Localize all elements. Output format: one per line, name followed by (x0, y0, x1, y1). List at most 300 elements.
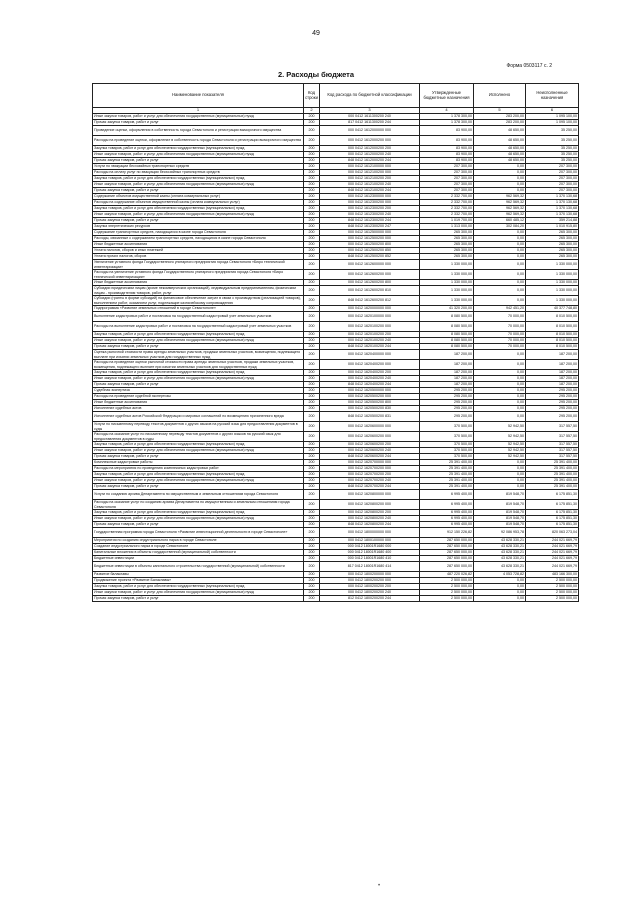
row-executed: 0,00 (474, 596, 526, 602)
row-unexecuted: 359 214,88 (526, 218, 579, 224)
row-name: Субсидии юридическим лицам (кроме некоммерческих организаций), индивидуальным предпринимателям, физическим лицам - производителям товаров, работ, услуг (93, 286, 304, 296)
row-unexecuted: 1 330 000,00 (526, 296, 579, 306)
row-code: 200 (304, 382, 320, 388)
row-approved: 295 200,00 (420, 400, 474, 406)
row-approved: 25 391 400,00 (420, 484, 474, 490)
row-name: Прочая закупка товаров, работ и услуг (93, 454, 304, 460)
row-name: Иные бюджетные ассигнования (93, 280, 304, 286)
row-classification: 000 0412 1612600200 800 (320, 280, 420, 286)
row-code: 200 (304, 176, 320, 182)
row-approved: 25 391 400,00 (420, 466, 474, 472)
row-approved: 187 200,00 (420, 382, 474, 388)
row-unexecuted: 244 021 669,79 (526, 538, 579, 544)
row-approved: 370 500,00 (420, 442, 474, 448)
table-row (93, 500, 579, 510)
row-name: Иные закупки товаров, работ и услуг для обеспечения государственных (муниципальных) нужд (93, 590, 304, 596)
row-classification: 848 0412 1620700200 244 (320, 484, 420, 490)
table-row (93, 596, 579, 602)
row-approved: 287 650 000,00 (420, 550, 474, 556)
row-code: 200 (304, 584, 320, 590)
row-name: Исполнение судебных актов Российской Федерации и мировых соглашений по возмещению причиненного вреда (93, 412, 304, 422)
row-name: Закупка товаров, работ и услуг для обеспечения государственных (муниципальных) нужд (93, 510, 304, 516)
row-unexecuted: 6 175 851,30 (526, 500, 579, 510)
row-executed: 70 000,00 (474, 332, 526, 338)
row-approved: 207 300,00 (420, 182, 474, 188)
row-unexecuted: 265 300,00 (526, 242, 579, 248)
row-unexecuted: 295 200,00 (526, 394, 579, 400)
row-code: 200 (304, 200, 320, 206)
row-name: Расходы на увеличение уставного фонда Государственного унитарного предприятия города Севастополя «Бюро технической инвентаризации» (93, 270, 304, 280)
row-name: Закупка товаров, работ и услуг для обеспечения государственных (муниципальных) нужд (93, 370, 304, 376)
row-code: 200 (304, 230, 320, 236)
row-code: 200 (304, 114, 320, 120)
row-executed: 52 942,50 (474, 448, 526, 454)
table-row (93, 270, 579, 280)
row-classification: 000 0412 1620700000 000 (320, 460, 420, 466)
row-classification: 000 0412 1612100200 000 (320, 170, 420, 176)
row-unexecuted: 25 391 400,00 (526, 478, 579, 484)
row-executed: 70 000,00 (474, 338, 526, 344)
row-classification: 000 0412 1612600200 000 (320, 270, 420, 280)
row-executed: 48 650,00 (474, 152, 526, 158)
row-name: Иные закупки товаров, работ и услуг для обеспечения государственных (муниципальных) нужд (93, 376, 304, 382)
row-classification: 848 0412 1620100200 244 (320, 344, 420, 350)
row-code: 200 (304, 578, 320, 584)
row-unexecuted: 6 175 851,30 (526, 490, 579, 500)
row-executed: 0,00 (474, 242, 526, 248)
row-approved: 83 900,00 (420, 158, 474, 164)
row-approved: 6 995 400,00 (420, 490, 474, 500)
row-classification: 000 0412 1612100000 000 (320, 164, 420, 170)
row-classification: 000 0412 1612500200 850 (320, 248, 420, 254)
row-approved: 83 900,00 (420, 152, 474, 158)
row-name: Иные закупки товаров, работ и услуг для обеспечения государственных (муниципальных) нужд (93, 516, 304, 522)
row-unexecuted: 8 010 500,00 (526, 338, 579, 344)
row-name: Создание индустриального парка в городе Севастополе (93, 544, 304, 550)
row-classification: 000 0412 1612600200 810 (320, 286, 420, 296)
table-row (93, 490, 579, 500)
row-code: 200 (304, 472, 320, 478)
col-index: 2 (304, 108, 320, 114)
row-name: Расходы на проведение судебной экспертизы (93, 394, 304, 400)
table-row (93, 296, 579, 306)
row-unexecuted: 207 300,00 (526, 182, 579, 188)
row-executed: 52 942,50 (474, 442, 526, 448)
row-code: 200 (304, 590, 320, 596)
row-classification: 000 0412 1800200200 200 (320, 584, 420, 590)
row-executed: 0,00 (474, 394, 526, 400)
row-code: 200 (304, 270, 320, 280)
row-unexecuted: 8 010 500,00 (526, 332, 579, 338)
row-code: 200 (304, 572, 320, 578)
header-row (93, 84, 579, 108)
row-unexecuted: 1 330 000,00 (526, 286, 579, 296)
row-name: Иные бюджетные ассигнования (93, 400, 304, 406)
row-classification: 000 0412 1620700200 000 (320, 466, 420, 472)
row-executed: 0,00 (474, 388, 526, 394)
row-approved: 287 650 000,00 (420, 562, 474, 572)
row-approved: 2 500 000,00 (420, 590, 474, 596)
row-executed: 0,00 (474, 472, 526, 478)
row-name: Закупка энергетических ресурсов (93, 224, 304, 230)
row-unexecuted: 317 557,50 (526, 422, 579, 432)
row-code: 200 (304, 212, 320, 218)
row-unexecuted: 1 370 130,68 (526, 194, 579, 200)
row-unexecuted: 187 200,00 (526, 360, 579, 370)
row-code: 200 (304, 460, 320, 466)
row-name: Прочая закупка товаров, работ и услуг (93, 344, 304, 350)
row-classification: 000 0412 18001R1680 000 (320, 544, 420, 550)
row-approved: 2 332 700,00 (420, 206, 474, 212)
row-unexecuted: 35 250,00 (526, 146, 579, 152)
row-classification: 000 0412 1620500200 000 (320, 394, 420, 400)
row-name: Закупка товаров, работ и услуг для обеспечения государственных (муниципальных) нужд (93, 442, 304, 448)
row-executed: 819 548,70 (474, 500, 526, 510)
row-name: Мероприятия по созданию индустриального парка в городе Севастополе (93, 538, 304, 544)
row-name: Расходы на оплату услуг по эвакуации бесхозяйных транспортных средств (93, 170, 304, 176)
row-name: Расходы на проведение оценки, оформление в собственность города Севастополя и регистрации выморочного имущества (93, 136, 304, 146)
table-row (93, 360, 579, 370)
table-row (93, 286, 579, 296)
row-name: Закупка товаров, работ и услуг для обеспечения государственных (муниципальных) нужд (93, 584, 304, 590)
row-name: Закупка товаров, работ и услуг для обеспечения государственных (муниципальных) нужд (93, 176, 304, 182)
row-classification: 000 0412 1612100200 200 (320, 176, 420, 182)
row-classification: 000 0412 1620700200 240 (320, 478, 420, 484)
row-code: 200 (304, 126, 320, 136)
row-unexecuted: 295 200,00 (526, 388, 579, 394)
row-unexecuted: 25 391 400,00 (526, 466, 579, 472)
row-classification: 000 0412 1620600200 200 (320, 442, 420, 448)
table-row (93, 422, 579, 432)
row-approved: 25 391 400,00 (420, 478, 474, 484)
col-index: 5 (474, 108, 526, 114)
row-classification: 848 0412 1612300200 247 (320, 224, 420, 230)
row-classification: 000 0412 1612300200 000 (320, 200, 420, 206)
row-name: Исполнение судебных актов (93, 406, 304, 412)
row-unexecuted: 2 500 000,00 (526, 578, 579, 584)
row-name: Бюджетные инвестиции (93, 556, 304, 562)
col-header-code: Код строки (304, 84, 320, 108)
row-executed: 48 650,00 (474, 136, 526, 146)
row-unexecuted: 40 377 748,80 (526, 306, 579, 312)
row-classification: 000 0412 1612500200 800 (320, 242, 420, 248)
row-executed: 0,00 (474, 270, 526, 280)
row-executed: 0,00 (474, 254, 526, 260)
row-unexecuted: 1 370 130,68 (526, 206, 579, 212)
row-approved: 83 900,00 (420, 136, 474, 146)
row-unexecuted: 25 391 400,00 (526, 472, 579, 478)
row-code: 200 (304, 544, 320, 550)
row-approved: 1 019 700,00 (420, 218, 474, 224)
row-approved: 370 500,00 (420, 448, 474, 454)
row-executed: 0,00 (474, 376, 526, 382)
row-approved: 1 330 000,00 (420, 260, 474, 270)
table-row (93, 126, 579, 136)
form-code: Форма 0503117 с. 2 (506, 63, 552, 69)
row-name: Расходы на содержание объектов имущественной казны (оплата коммунальных услуг) (93, 200, 304, 206)
row-code: 200 (304, 448, 320, 454)
row-approved: 41 320 200,00 (420, 306, 474, 312)
row-executed: 819 548,70 (474, 490, 526, 500)
row-executed: 0,00 (474, 478, 526, 484)
row-approved: 207 300,00 (420, 170, 474, 176)
row-code: 200 (304, 332, 320, 338)
row-name: Иные закупки товаров, работ и услуг для обеспечения государственных (муниципальных) нужд (93, 114, 304, 120)
row-name: Расходы на выполнение кадастровых работ и постановка на государственный кадастровый учет земельных участков (93, 322, 304, 332)
row-unexecuted: 35 250,00 (526, 126, 579, 136)
row-unexecuted: 187 200,00 (526, 370, 579, 376)
row-name: Услуги по письменному переводу текстов документов с других языков на русский язык для предоставления документов в суды (93, 422, 304, 432)
row-name: Подпрограмма «Развитие земельных отношений в городе Севастополе» (93, 306, 304, 312)
row-approved: 2 332 700,00 (420, 200, 474, 206)
row-approved: 6 995 400,00 (420, 516, 474, 522)
row-unexecuted: 265 300,00 (526, 254, 579, 260)
row-name: Прочая закупка товаров, работ и услуг (93, 484, 304, 490)
row-unexecuted: 35 250,00 (526, 152, 579, 158)
row-executed: 0,00 (474, 280, 526, 286)
row-code: 200 (304, 248, 320, 254)
row-classification: 000 0412 1620100000 000 (320, 312, 420, 322)
row-unexecuted: 295 200,00 (526, 400, 579, 406)
row-approved: 1 378 300,00 (420, 120, 474, 126)
row-name: Уплата налогов, сборов и иных платежей (93, 248, 304, 254)
row-approved: 8 080 500,00 (420, 344, 474, 350)
row-name: Капитальные вложения в объекты государственной (муниципальной) собственности (93, 550, 304, 556)
row-code: 200 (304, 500, 320, 510)
row-name: Иные закупки товаров, работ и услуг для обеспечения государственных (муниципальных) нужд (93, 152, 304, 158)
row-classification: 848 0412 1620500200 831 (320, 412, 420, 422)
row-name: Содержание транспортных средств, находящихся в казне города Севастополя (93, 230, 304, 236)
row-approved: 8 080 500,00 (420, 338, 474, 344)
row-code: 200 (304, 286, 320, 296)
row-unexecuted: 2 500 000,00 (526, 584, 579, 590)
row-code: 200 (304, 344, 320, 350)
row-executed: 0,00 (474, 400, 526, 406)
row-executed: 819 548,70 (474, 516, 526, 522)
row-unexecuted: 265 300,00 (526, 230, 579, 236)
row-approved: 265 300,00 (420, 236, 474, 242)
row-approved: 265 300,00 (420, 254, 474, 260)
row-name: Расходы на оказание услуг по созданию архива Департамента по имущественным и земельным отношениям города Севастополя (93, 500, 304, 510)
row-classification: 000 0412 1612000200 200 (320, 146, 420, 152)
row-approved: 265 300,00 (420, 242, 474, 248)
row-executed: 819 548,70 (474, 510, 526, 516)
row-approved: 370 500,00 (420, 422, 474, 432)
row-approved: 370 500,00 (420, 454, 474, 460)
row-code: 200 (304, 312, 320, 322)
row-name: Судебная экспертиза (93, 388, 304, 394)
row-classification: 000 0412 1612300200 240 (320, 212, 420, 218)
row-executed: 302 084,20 (474, 224, 526, 230)
row-classification: 000 0412 1620100200 200 (320, 332, 420, 338)
row-approved: 295 200,00 (420, 388, 474, 394)
row-classification: 000 0412 1620600200 000 (320, 432, 420, 442)
row-unexecuted: 35 250,00 (526, 158, 579, 164)
row-unexecuted: 1 330 000,00 (526, 280, 579, 286)
row-name: Иные закупки товаров, работ и услуг для обеспечения государственных (муниципальных) нужд (93, 478, 304, 484)
row-executed: 942 451,20 (474, 306, 526, 312)
row-code: 200 (304, 516, 320, 522)
col-header-approved: Утвержденные бюджетные назначения (420, 84, 474, 108)
row-code: 200 (304, 596, 320, 602)
row-code: 200 (304, 338, 320, 344)
row-classification: 000 0412 1620700200 200 (320, 472, 420, 478)
row-name: Оценка рыночной стоимости права аренды земельных участков, продажи земельных участков, возмещения, подлежащего выплате при изъятии земельных участков для государственных нужд (93, 350, 304, 360)
row-executed: 43 628 330,21 (474, 556, 526, 562)
row-classification: 848 0412 1612000200 244 (320, 158, 420, 164)
row-executed: 0,00 (474, 236, 526, 242)
table-body (93, 114, 579, 602)
row-executed: 0,00 (474, 230, 526, 236)
row-approved: 287 650 000,00 (420, 556, 474, 562)
row-approved: 8 080 500,00 (420, 322, 474, 332)
table-row (93, 528, 579, 538)
row-unexecuted: 265 300,00 (526, 248, 579, 254)
col-index: 1 (93, 108, 304, 114)
row-approved: 265 300,00 (420, 230, 474, 236)
row-classification: 000 0412 1620500200 800 (320, 400, 420, 406)
row-name: Расходы, связанные с содержанием транспортных средств, находящихся в казне города Севастополя (93, 236, 304, 242)
row-approved: 8 080 500,00 (420, 312, 474, 322)
row-name: Увеличение уставного фонда Государственного унитарного предприятия города Севастополя «Бюро технической инвентаризации» (93, 260, 304, 270)
row-approved: 2 500 000,00 (420, 596, 474, 602)
row-unexecuted: 1 370 130,68 (526, 212, 579, 218)
row-name: Расходы на мероприятия по проведению комплексных кадастровых работ (93, 466, 304, 472)
row-executed: 0,00 (474, 350, 526, 360)
row-approved: 207 300,00 (420, 188, 474, 194)
row-approved: 295 200,00 (420, 412, 474, 422)
row-name: Государственная программа города Севастополя «Развитие инвестиционной деятельности в городе Севастополе» (93, 528, 304, 538)
row-unexecuted: 2 500 000,00 (526, 590, 579, 596)
table-row (93, 412, 579, 422)
row-code: 200 (304, 170, 320, 176)
row-unexecuted: 317 557,50 (526, 432, 579, 442)
row-executed: 43 628 330,21 (474, 550, 526, 556)
row-executed: 283 200,00 (474, 120, 526, 126)
row-classification: 848 0412 1612600200 812 (320, 296, 420, 306)
row-name: Выполнение кадастровых работ и постановка на государственный кадастровый учет земельных участков (93, 312, 304, 322)
row-executed: 0,00 (474, 248, 526, 254)
row-approved: 295 200,00 (420, 394, 474, 400)
row-name: Уплата прочих налогов, сборов (93, 254, 304, 260)
row-approved: 912 150 226,82 (420, 528, 474, 538)
row-executed: 0,00 (474, 578, 526, 584)
row-classification: 848 0412 1612300200 244 (320, 218, 420, 224)
row-code: 200 (304, 562, 320, 572)
row-executed: 0,00 (474, 170, 526, 176)
row-unexecuted: 207 300,00 (526, 170, 579, 176)
footer-mark: • (378, 883, 381, 889)
row-classification: 000 0412 1612000200 000 (320, 136, 420, 146)
row-code: 200 (304, 280, 320, 286)
row-code: 200 (304, 388, 320, 394)
row-name: Расходы на проведение оценки рыночной стоимости права аренды земельных участков, продажи земельных участков, возмещения, подлежащего выплате при изъятии земельных участков для государственных нужд (93, 360, 304, 370)
row-code: 200 (304, 218, 320, 224)
row-approved: 187 200,00 (420, 360, 474, 370)
table-row (93, 322, 579, 332)
table-row (93, 432, 579, 442)
row-unexecuted: 207 300,00 (526, 188, 579, 194)
row-unexecuted: 1 095 100,00 (526, 114, 579, 120)
row-classification: 817 0412 18001R1680 414 (320, 562, 420, 572)
page-number: 49 (312, 30, 320, 37)
row-unexecuted: 1 370 130,68 (526, 200, 579, 206)
row-executed: 0,00 (474, 182, 526, 188)
row-executed: 48 650,00 (474, 146, 526, 152)
row-code: 200 (304, 164, 320, 170)
row-unexecuted: 25 391 400,00 (526, 460, 579, 466)
row-executed: 0,00 (474, 460, 526, 466)
row-unexecuted: 6 175 851,30 (526, 510, 579, 516)
row-executed: 70 000,00 (474, 344, 526, 350)
row-unexecuted: 6 175 851,30 (526, 522, 579, 528)
row-code: 200 (304, 490, 320, 500)
row-classification: 000 0412 1611300200 240 (320, 114, 420, 120)
row-code: 200 (304, 412, 320, 422)
row-unexecuted: 317 557,50 (526, 454, 579, 460)
row-classification: 000 0412 1612100200 240 (320, 182, 420, 188)
row-executed: 0,00 (474, 286, 526, 296)
row-executed: 0,00 (474, 590, 526, 596)
row-unexecuted: 820 063 273,04 (526, 528, 579, 538)
row-unexecuted: 244 021 669,79 (526, 562, 579, 572)
row-code: 200 (304, 152, 320, 158)
row-executed: 0,00 (474, 412, 526, 422)
row-classification: 848 0412 1620800200 244 (320, 522, 420, 528)
row-unexecuted: 244 021 669,79 (526, 550, 579, 556)
row-code: 200 (304, 522, 320, 528)
col-index: 6 (526, 108, 579, 114)
row-code: 200 (304, 478, 320, 484)
row-executed: 0,00 (474, 584, 526, 590)
row-executed: 52 942,50 (474, 454, 526, 460)
row-code: 200 (304, 454, 320, 460)
row-code: 200 (304, 538, 320, 544)
table-row (93, 350, 579, 360)
row-unexecuted: 8 010 500,00 (526, 344, 579, 350)
row-code: 200 (304, 306, 320, 312)
row-classification: 848 0412 1620600200 244 (320, 454, 420, 460)
row-approved: 2 332 700,00 (420, 194, 474, 200)
row-executed: 43 628 330,21 (474, 562, 526, 572)
row-name: Закупка товаров, работ и услуг для обеспечения государственных (муниципальных) нужд (93, 146, 304, 152)
row-code: 200 (304, 556, 320, 562)
row-name: Прочая закупка товаров, работ и услуг (93, 120, 304, 126)
col-header-classification: Код расхода по бюджетной классификации (320, 84, 420, 108)
row-approved: 2 332 700,00 (420, 212, 474, 218)
row-name: Прочая закупка товаров, работ и услуг (93, 522, 304, 528)
row-code: 200 (304, 120, 320, 126)
row-name: Иные закупки товаров, работ и услуг для обеспечения государственных (муниципальных) нужд (93, 182, 304, 188)
row-unexecuted: 295 200,00 (526, 406, 579, 412)
row-executed: 0,00 (474, 360, 526, 370)
row-classification: 000 0412 1612000200 240 (320, 152, 420, 158)
row-code: 200 (304, 466, 320, 472)
row-classification: 000 0412 1612500000 000 (320, 230, 420, 236)
row-executed: 0,00 (474, 382, 526, 388)
row-name: Услуги по эвакуации бесхозяйных транспортных средств (93, 164, 304, 170)
row-classification: 000 0412 1620800200 000 (320, 500, 420, 510)
row-classification: 000 0412 1620400200 000 (320, 360, 420, 370)
row-approved: 8 080 500,00 (420, 332, 474, 338)
col-index: 3 (320, 108, 420, 114)
row-classification: 000 0412 1620400200 200 (320, 370, 420, 376)
row-approved: 187 200,00 (420, 376, 474, 382)
row-code: 200 (304, 350, 320, 360)
row-unexecuted: 483 166 300,00 (526, 572, 579, 578)
row-code: 200 (304, 136, 320, 146)
col-index: 4 (420, 108, 474, 114)
